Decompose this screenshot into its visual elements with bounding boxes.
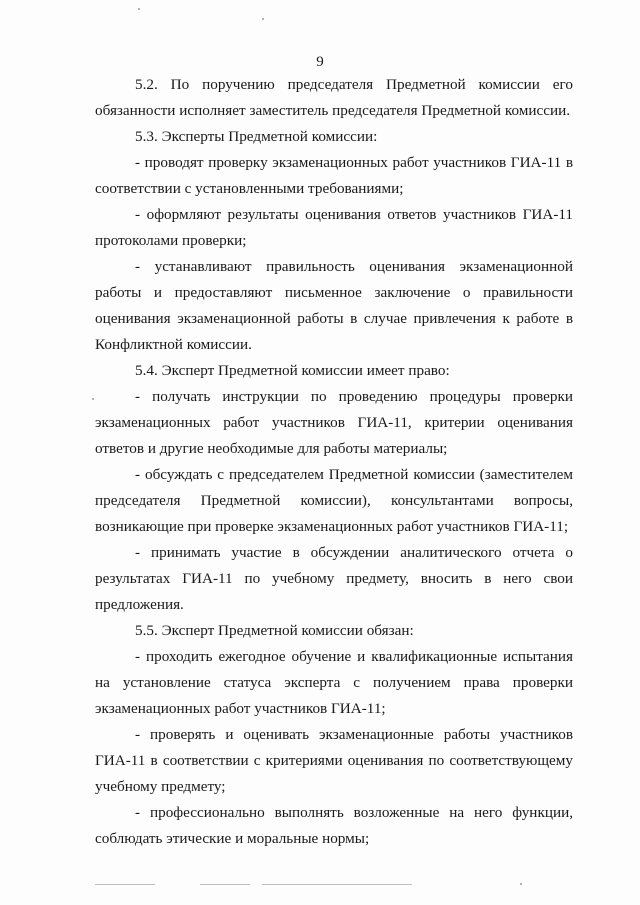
page-number: 9 xyxy=(316,54,324,70)
list-item: - получать инструкции по проведению процедуры проверки экзаменационных работ участников ГИА-11, критерии оценивания ответов и другие необходимые для работы материалы; xyxy=(95,388,573,457)
list-item: - оформляют результаты оценивания ответов участников ГИА-11 протоколами проверки; xyxy=(95,206,573,249)
document-body xyxy=(95,72,573,852)
list-item: - проходить ежегодное обучение и квалификационные испытания на установление статуса эксперта с получением права проверки экзаменационных работ участников ГИА-11; xyxy=(95,648,573,717)
list-item: - проводят проверку экзаменационных работ участников ГИА-11 в соответствии с установленными требованиями; xyxy=(95,154,573,197)
paragraph-5-3-heading: 5.3. Эксперты Предметной комиссии: xyxy=(135,128,378,145)
list-item: - профессионально выполнять возложенные на него функции, соблюдать этические и моральные нормы; xyxy=(95,804,573,847)
list-item: - проверять и оценивать экзаменационные работы участников ГИА-11 в соответствии с критериями оценивания по соответствующему учебному предмету; xyxy=(95,726,573,795)
list-item: - принимать участие в обсуждении аналитического отчета о результатах ГИА-11 по учебному предмету, вносить в него свои предложения. xyxy=(95,544,573,613)
scan-artifact-bottom-dot xyxy=(520,883,522,885)
scan-artifact-bottom-line xyxy=(200,884,250,885)
list-item: - обсуждать с председателем Предметной комиссии (заместителем председателя Предметной комиссии), консультантами вопросы, возникающие при проверке экзаменационных работ участников ГИА-11; xyxy=(95,466,573,535)
paragraph-5-5-heading: 5.5. Эксперт Предметной комиссии обязан: xyxy=(135,622,414,639)
paragraph-5-4-heading: 5.4. Эксперт Предметной комиссии имеет право: xyxy=(135,362,450,379)
scan-artifact-bottom-line xyxy=(262,884,412,885)
scan-artifact-bottom-line xyxy=(95,884,155,885)
paragraph-5-2: 5.2. По поручению председателя Предметной комиссии его обязанности исполняет заместитель председателя Предметной комиссии. xyxy=(95,76,573,119)
list-item: - устанавливают правильность оценивания экзаменационной работы и предоставляют письменное заключение о правильности оценивания экзаменационной работы в случае привлечения к работе в Конфликтной комиссии. xyxy=(95,258,573,353)
scan-artifact-top-left xyxy=(138,8,140,10)
scan-artifact-margin xyxy=(92,398,94,400)
scan-artifact-top-right xyxy=(262,18,264,20)
